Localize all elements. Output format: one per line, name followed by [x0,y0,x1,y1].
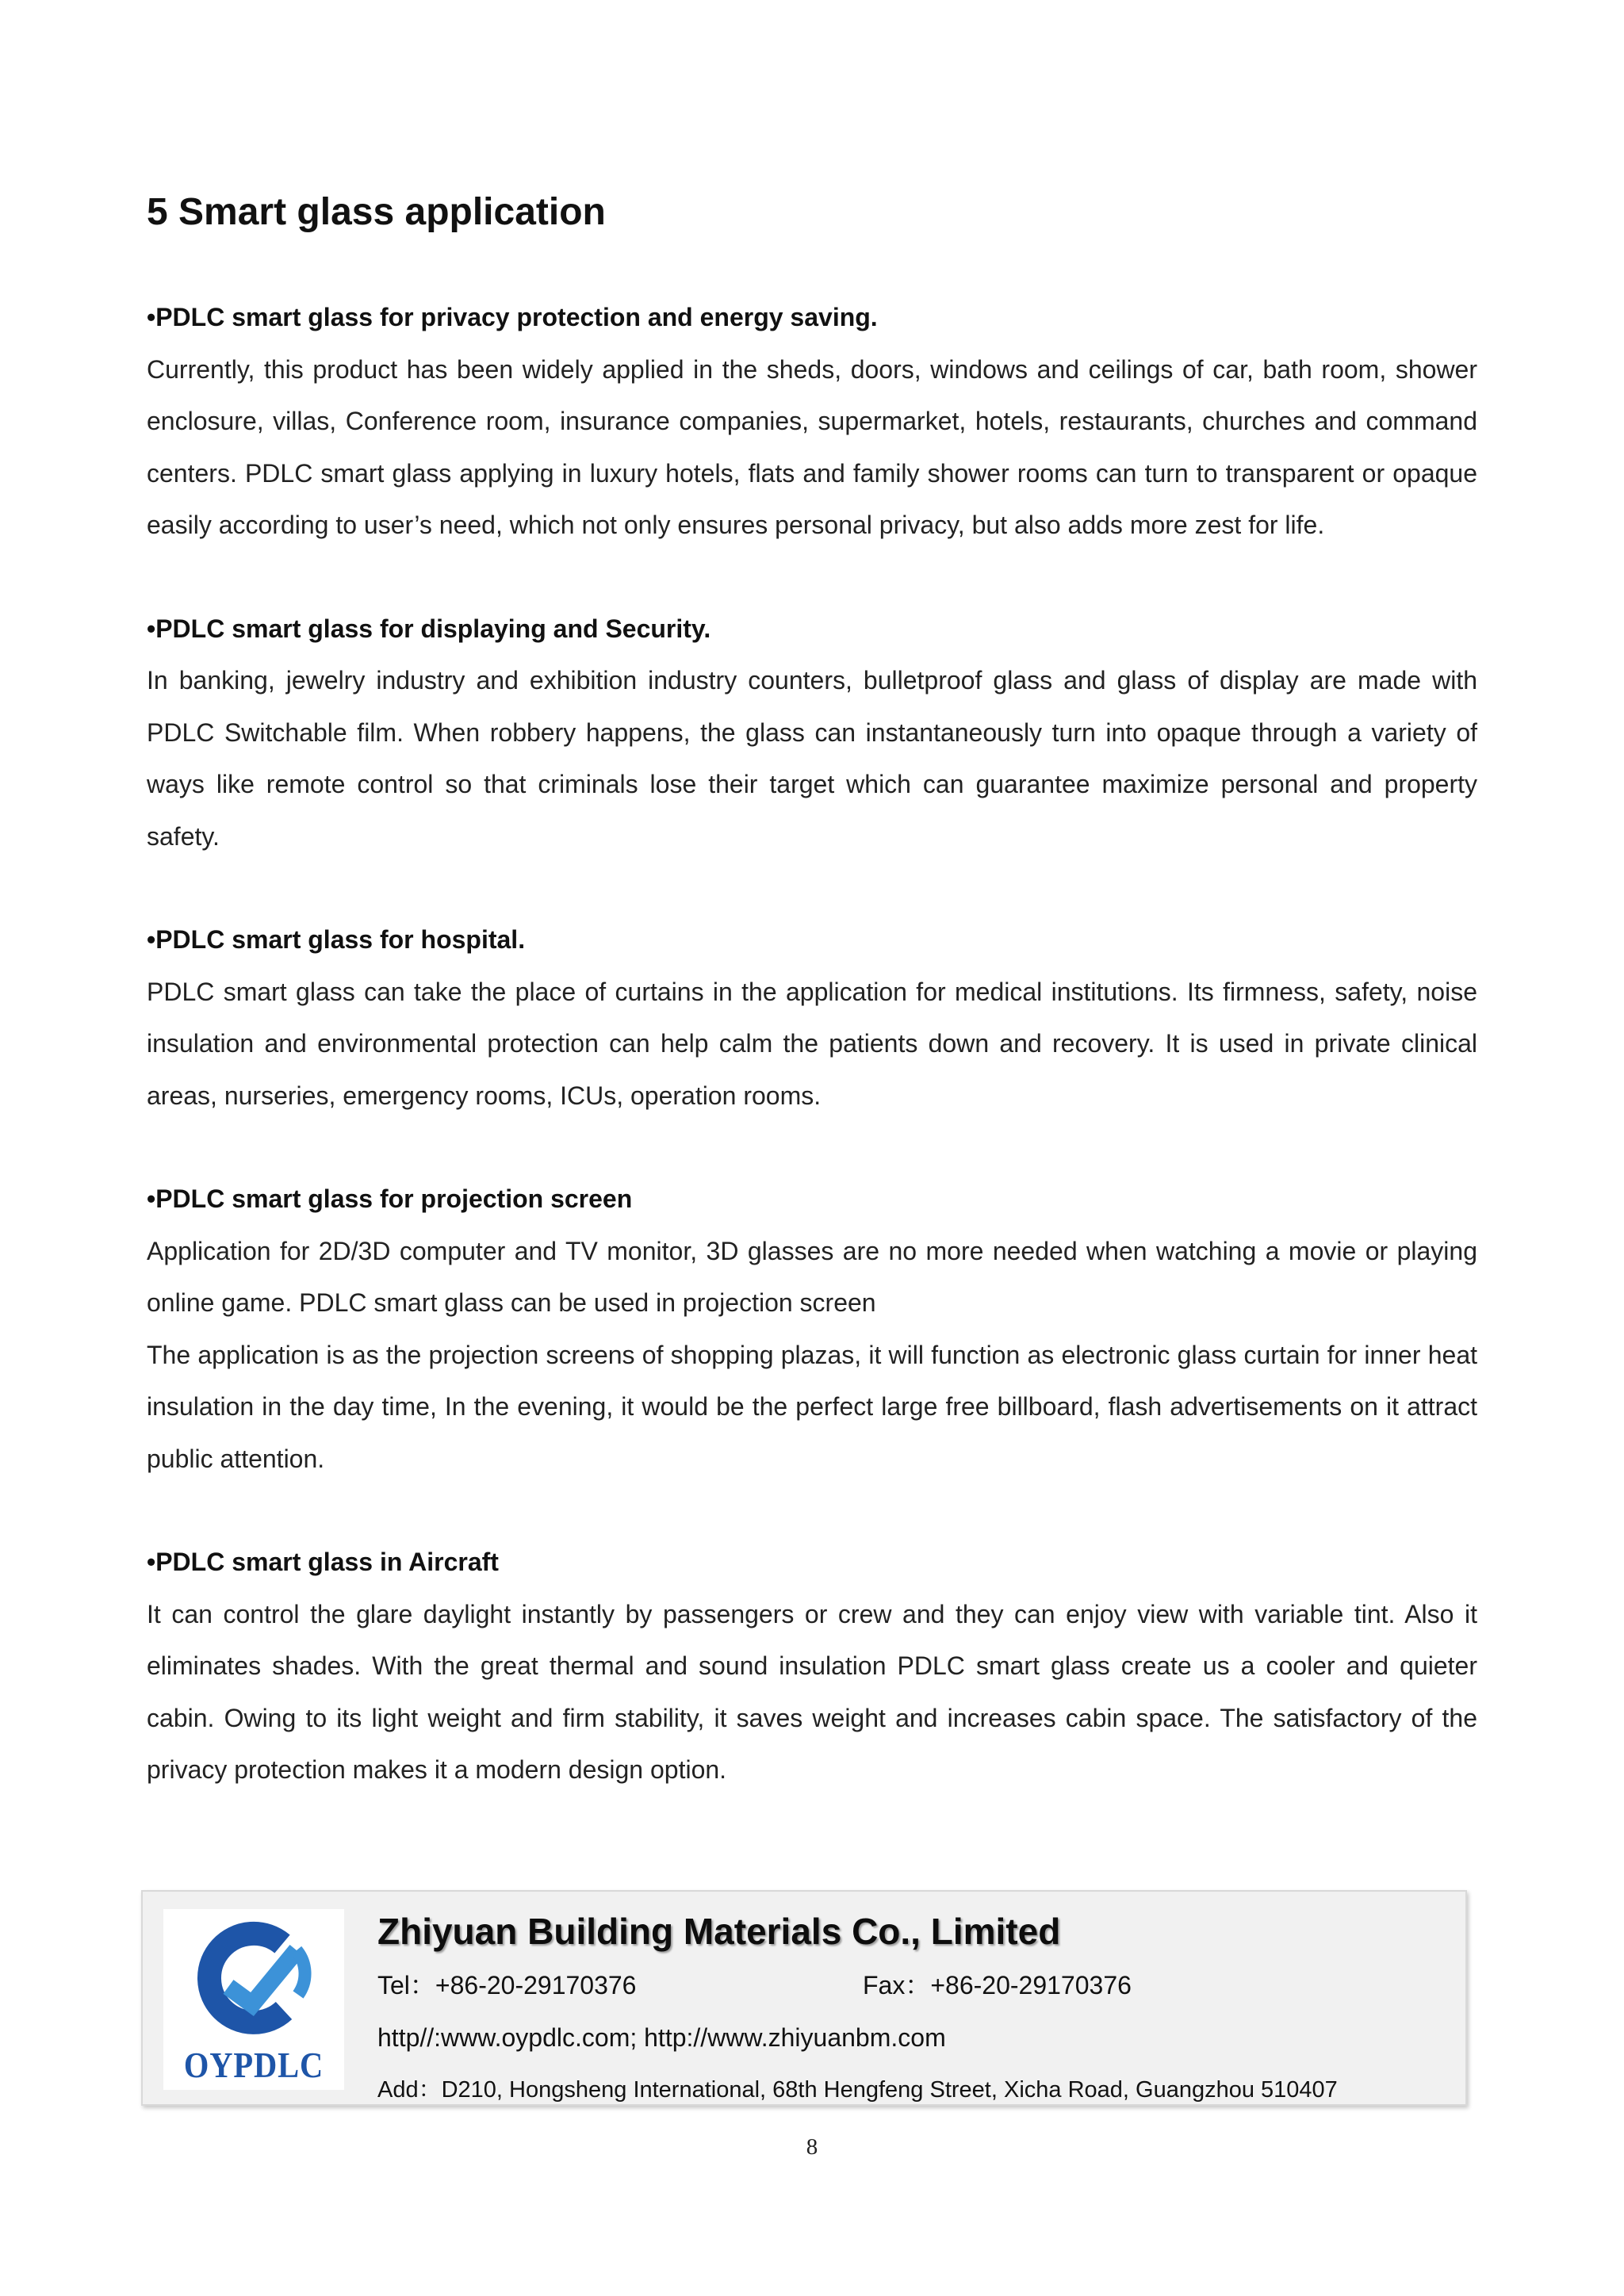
fax-number: Fax：+86-20-29170376 [863,1971,1132,1999]
section-paragraph: It can control the glare daylight instantly by passengers or crew and they can enjoy view with variable tint. Also it eliminates shades. With the great thermal and sound insulation PDLC smart glass create us a cooler and quieter cabin. Owing to its light weight and firm stability, it saves weight and increases cabin space. The satisfactory of the privacy protection makes it a modern design option. [147,1599,1477,1784]
section-heading: •PDLC smart glass for displaying and Security. [147,614,711,643]
section-projection [147,1173,1477,1485]
logo-wordmark: OYPDLC [183,2045,324,2085]
section-heading: •PDLC smart glass for privacy protection and energy saving. [147,303,878,331]
section-aircraft [147,1536,1477,1797]
section-hospital [147,914,1477,1122]
page-title: 5 Smart glass application [147,191,606,233]
section-paragraph: Application for 2D/3D computer and TV monitor, 3D glasses are no more needed when watching a movie or playing online game. PDLC smart glass can be used in projection screen [147,1236,1477,1317]
section-paragraph: In banking, jewelry industry and exhibition industry counters, bulletproof glass and glass of display are made with PDLC Switchable film. When robbery happens, the glass can instantaneously turn into opaque through a variety of ways like remote control so that criminals lose their target which can guarantee maximize personal and property safety. [147,666,1477,851]
company-footer [141,1890,1467,2106]
website-links: http//:www.oypdlc.com; http://www.zhiyuanbm.com [377,2023,946,2052]
section-paragraph: Currently, this product has been widely applied in the sheds, doors, windows and ceilings of car, bath room, shower enclosure, villas, Conference room, insurance companies, supermarket, hotels, restaurants, churches and command centers. PDLC smart glass applying in luxury hotels, flats and family shower rooms can turn to transparent or opaque easily according to user’s need, which not only ensures personal privacy, but also adds more zest for life. [147,354,1477,539]
company-name: Zhiyuan Building Materials Co., Limited [377,1911,1061,1952]
section-security [147,603,1477,863]
section-paragraph: PDLC smart glass can take the place of curtains in the application for medical institutions. Its firmness, safety, noise insulation and environmental protection can help calm the patients down and recovery. It is used in private clinical areas, nurseries, emergency rooms, ICUs, operation rooms. [147,977,1477,1110]
main-content [147,184,1477,1848]
contact-phone-row [377,1969,1132,2001]
page-number: 8 [806,2134,818,2160]
section-heading: •PDLC smart glass for hospital. [147,925,526,954]
company-address: Add：D210, Hongsheng International, 68th Hengfeng Street, Xicha Road, Guangzhou 510407 [377,2077,1338,2103]
section-paragraph: The application is as the projection screens of shopping plazas, it will function as electronic glass curtain for inner heat insulation in the day time, In the evening, it would be the perfect large free billboard, flash advertisements on it attract public attention. [147,1340,1477,1473]
section-heading: •PDLC smart glass in Aircraft [147,1548,499,1576]
oypdlc-logo-icon [163,1909,344,2044]
telephone-number: Tel：+86-20-29170376 [377,1971,637,1999]
company-logo [163,1909,344,2090]
section-privacy [147,292,1477,552]
section-heading: •PDLC smart glass for projection screen [147,1184,633,1213]
